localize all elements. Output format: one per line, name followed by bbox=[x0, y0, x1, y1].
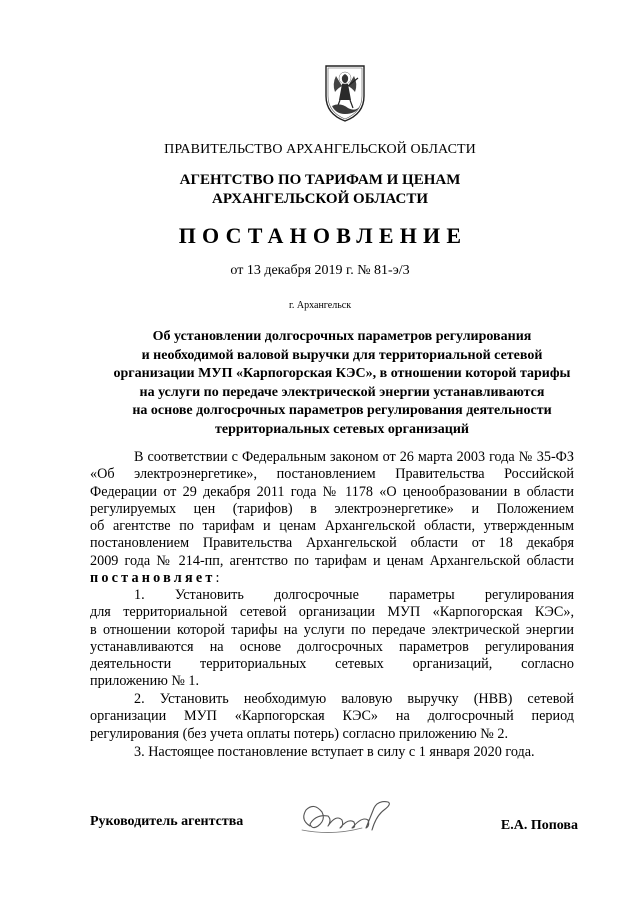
item-1-paragraph bbox=[90, 587, 574, 691]
preamble-line: постановлением Правительства Архангельской области от 18 декабря bbox=[90, 535, 574, 552]
signer-title: Руководитель агентства bbox=[90, 814, 244, 829]
government-name: ПРАВИТЕЛЬСТВО АРХАНГЕЛЬСКОЙ ОБЛАСТИ bbox=[164, 142, 476, 157]
preamble-line: Федерации от 29 декабря 2011 года № 1178 «О ценообразовании в области bbox=[90, 483, 574, 500]
document-subject bbox=[108, 328, 576, 440]
item-1-line: для территориальной сетевой организации МУП «Карпогорская КЭС», bbox=[90, 604, 574, 621]
item-1-line: приложению № 1. bbox=[90, 673, 200, 690]
item-2-paragraph bbox=[90, 691, 574, 743]
subject-line: и необходимой валовой выручки для территориальной сетевой bbox=[141, 347, 543, 363]
signer-name: Е.А. Попова bbox=[500, 818, 578, 833]
decree-word: постановляет bbox=[90, 570, 216, 587]
item-2-line: регулирования (без учета оплаты потерь) согласно приложению № 2. bbox=[90, 725, 508, 742]
item-3-line: 3. Настоящее постановление вступает в силу с 1 января 2020 года. bbox=[134, 744, 535, 760]
item-1-line: в отношении которой тарифы на услуги по передаче электрической энергии bbox=[90, 621, 574, 638]
preamble-line: В соответствии с Федеральным законом от 26 марта 2003 года № 35-ФЗ bbox=[134, 449, 574, 465]
document-city: г. Архангельск bbox=[288, 300, 352, 311]
subject-line: на основе долгосрочных параметров регулирования деятельности bbox=[132, 403, 552, 419]
arkhangelsk-coat-of-arms-icon bbox=[318, 62, 372, 124]
agency-name bbox=[0, 171, 640, 209]
document-date-number: от 13 декабря 2019 г. № 81-э/3 bbox=[230, 263, 410, 278]
decree-line bbox=[90, 570, 574, 587]
item-3-paragraph bbox=[90, 744, 574, 761]
decree-colon: : bbox=[215, 570, 220, 587]
agency-name-line-1: АГЕНТСТВО ПО ТАРИФАМ И ЦЕНАМ bbox=[179, 172, 461, 188]
item-2-line: организации МУП «Карпогорская КЭС» на долгосрочный период bbox=[90, 708, 574, 725]
handwritten-signature-icon bbox=[292, 790, 402, 842]
agency-name-line-2: АРХАНГЕЛЬСКОЙ ОБЛАСТИ bbox=[212, 191, 428, 207]
subject-line: Об установлении долгосрочных параметров регулирования bbox=[152, 329, 532, 344]
document-type: ПОСТАНОВЛЕНИЕ bbox=[178, 223, 468, 248]
preamble-line: «Об электроэнергетике», постановлением Правительства Российской bbox=[90, 466, 574, 483]
preamble-line: 2009 года № 214-пп, агентство по тарифам и ценам Архангельской области bbox=[90, 552, 574, 569]
subject-line: на услуги по передаче электрической энергии устанавливаются bbox=[139, 384, 545, 400]
item-1-line: устанавливаются на основе долгосрочных параметров регулирования bbox=[90, 638, 574, 655]
preamble-paragraph bbox=[90, 449, 574, 587]
subject-line: территориальных сетевых организаций bbox=[215, 421, 469, 437]
item-1-line: 1. Установить долгосрочные параметры регулирования bbox=[134, 587, 574, 603]
preamble-line: об агентстве по тарифам и ценам Архангельской области, утвержденным bbox=[90, 518, 574, 535]
item-1-line: деятельности территориальных сетевых организаций, согласно bbox=[90, 656, 574, 673]
item-2-line: 2. Установить необходимую валовую выручку (НВВ) сетевой bbox=[134, 691, 574, 707]
preamble-line: регулируемых цен (тарифов) в электроэнергетике» и Положением bbox=[90, 500, 574, 517]
subject-line: организации МУП «Карпогорская КЭС», в отношении которой тарифы bbox=[113, 366, 571, 382]
